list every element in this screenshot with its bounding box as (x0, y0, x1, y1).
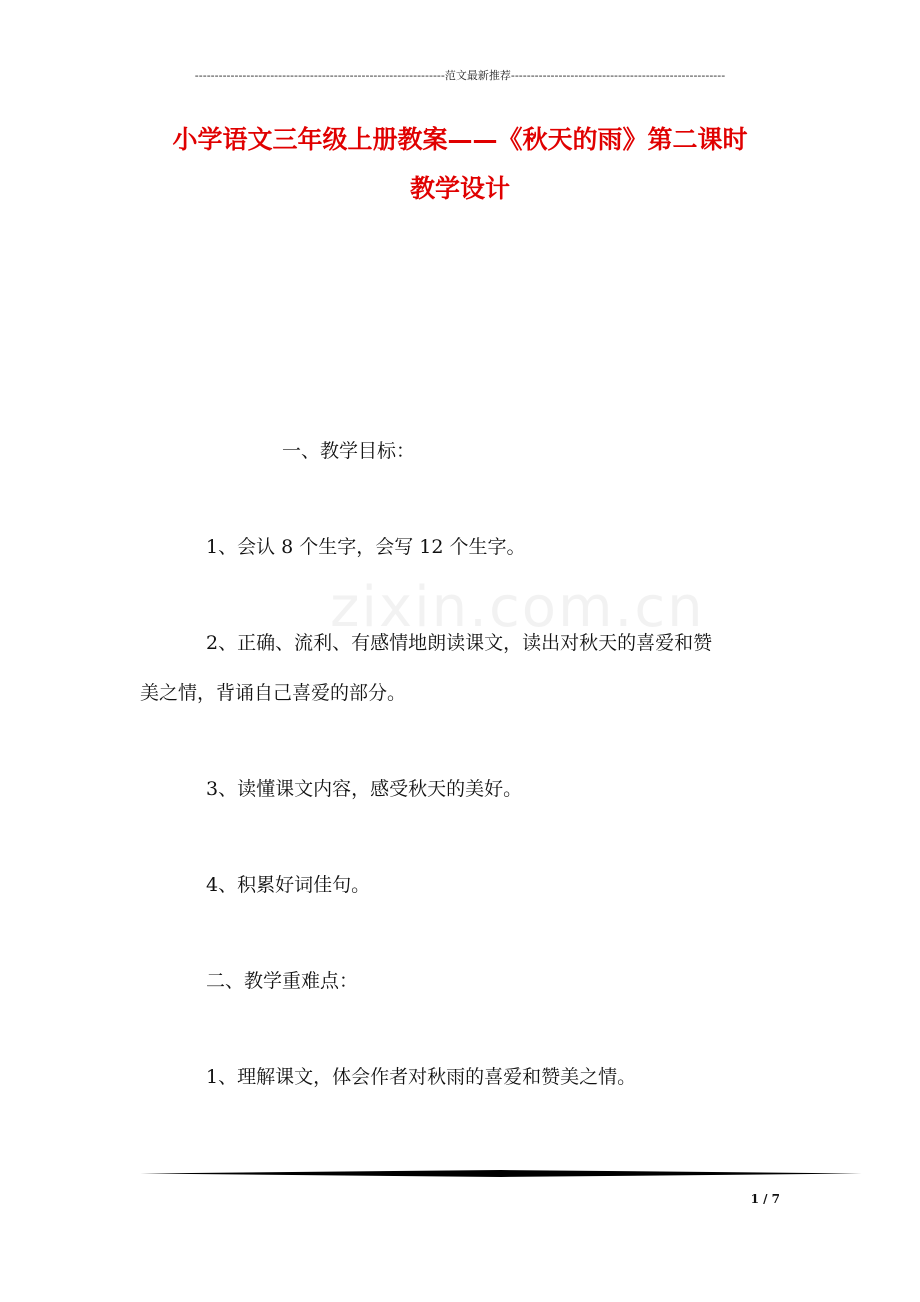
key-point-item-1: 1、理解课文，体会作者对秋雨的喜爱和赞美之情。 (206, 1066, 637, 1088)
objective-item-4: 4、积累好词佳句。 (206, 874, 371, 896)
objective-item-3: 3、读懂课文内容，感受秋天的美好。 (206, 778, 523, 800)
objective-item-2-line1: 2、正确、流利、有感情地朗读课文，读出对秋天的喜爱和赞 (206, 632, 713, 654)
section-heading-key-points: 二、教学重难点： (206, 970, 359, 992)
page-header: ---------------------------------------------------------------范文最新推荐------------------------------------------------------ (194, 69, 726, 82)
page-number: 1 / 7 (750, 1192, 780, 1206)
objective-item-2-line2: 美之情，背诵自己喜爱的部分。 (140, 682, 407, 704)
footer-divider (140, 1170, 862, 1177)
document-title-line1: 小学语文三年级上册教案——《秋天的雨》第二课时 (172, 125, 748, 154)
objective-item-1: 1、会认 8 个生字，会写 12 个生字。 (206, 536, 526, 558)
section-heading-objectives: 一、教学目标： (282, 440, 416, 462)
watermark: zixin.com.cn (330, 575, 705, 640)
document-title-line2: 教学设计 (409, 174, 510, 203)
